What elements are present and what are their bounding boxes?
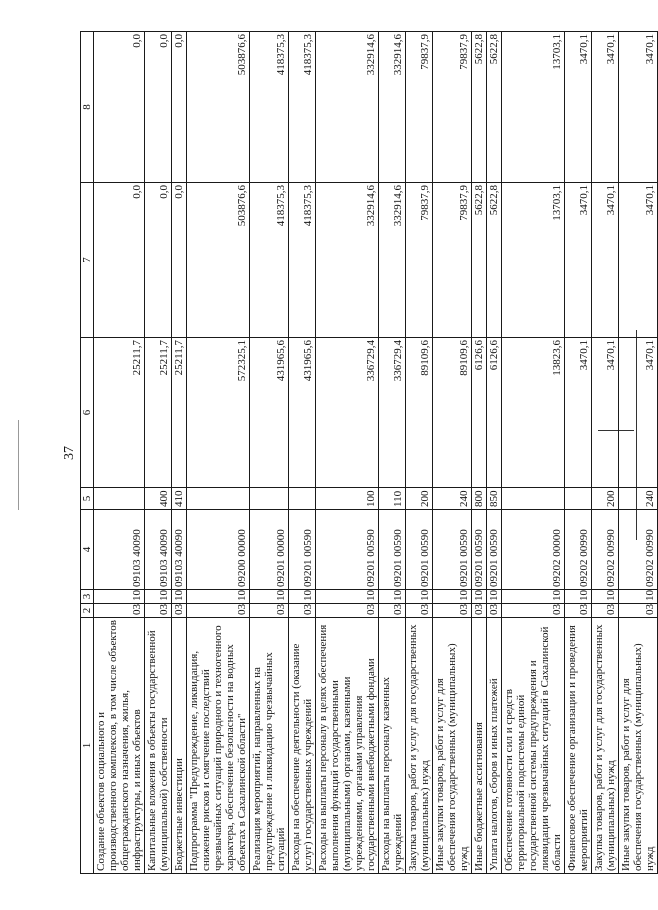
row-code-2: 03 [472, 604, 487, 618]
row-value-8: 503876,6 [187, 32, 250, 183]
row-code-2: 03 [502, 604, 565, 618]
row-code-4: 09201 00590 [487, 510, 502, 590]
row-code-3: 10 [565, 590, 592, 604]
row-code-4: 09202 00990 [592, 510, 619, 590]
row-code-5: 200 [592, 488, 619, 510]
row-code-2: 03 [316, 604, 379, 618]
row-name: Уплата налогов, сборов и иных платежей [487, 618, 502, 874]
row-name: Бюджетные инвестиции [172, 618, 187, 874]
row-code-4: 09201 00590 [433, 510, 472, 590]
table-row [472, 32, 487, 874]
row-code-4: 09201 00590 [316, 510, 379, 590]
row-code-2: 03 [565, 604, 592, 618]
row-value-8: 79837,9 [433, 32, 472, 183]
header-col-4: 4 [81, 510, 94, 590]
row-code-3: 10 [94, 590, 145, 604]
row-code-3: 10 [619, 590, 658, 604]
table-header-row [81, 32, 94, 874]
table-row [502, 32, 565, 874]
row-value-7: 0,0 [94, 183, 145, 338]
row-name: Закупка товаров, работ и услуг для государственных (муниципальных) нужд [406, 618, 433, 874]
table-row [433, 32, 472, 874]
row-code-5: 400 [145, 488, 172, 510]
row-value-7: 13703,1 [502, 183, 565, 338]
row-code-4: 09103 40090 [172, 510, 187, 590]
row-value-8: 0,0 [145, 32, 172, 183]
row-name: Обеспечение готовности сил и средств территориальной подсистемы единой государственной системы предупреждения и ликвидации чрезвычайных ситуаций в Сахалинской области [502, 618, 565, 874]
row-value-7: 332914,6 [316, 183, 379, 338]
row-value-6: 336729,4 [316, 338, 379, 488]
row-code-3: 10 [289, 590, 316, 604]
row-code-2: 03 [289, 604, 316, 618]
budget-table [80, 31, 658, 874]
row-code-4: 09201 00000 [250, 510, 289, 590]
row-value-6: 572325,1 [187, 338, 250, 488]
row-value-7: 3470,1 [565, 183, 592, 338]
row-code-2: 03 [487, 604, 502, 618]
row-code-4: 09201 00590 [472, 510, 487, 590]
row-code-5 [289, 488, 316, 510]
row-code-4: 09200 00000 [187, 510, 250, 590]
table-row [145, 32, 172, 874]
row-code-3: 10 [250, 590, 289, 604]
row-code-3: 10 [316, 590, 379, 604]
header-col-5: 5 [81, 488, 94, 510]
table-row [94, 32, 145, 874]
row-value-6: 25211,7 [94, 338, 145, 488]
row-value-6: 3470,1 [619, 338, 658, 488]
row-code-4: 09202 00990 [619, 510, 658, 590]
row-value-7: 79837,9 [433, 183, 472, 338]
row-value-7: 418375,3 [289, 183, 316, 338]
row-code-5: 200 [406, 488, 433, 510]
row-value-8: 3470,1 [592, 32, 619, 183]
row-name: Расходы на выплаты персоналу казенных учреждений [379, 618, 406, 874]
row-code-3: 10 [472, 590, 487, 604]
row-code-2: 03 [145, 604, 172, 618]
row-value-6: 89109,6 [406, 338, 433, 488]
row-value-8: 13703,1 [502, 32, 565, 183]
row-code-3: 10 [172, 590, 187, 604]
row-code-4: 09201 00590 [406, 510, 433, 590]
row-code-5: 240 [433, 488, 472, 510]
row-name: Иные бюджетные ассигнования [472, 618, 487, 874]
row-name: Создание объектов социального и производственного комплексов, в том числе объектов общегражданского назначения, жилья, инфраструктуры, и иных объектов [94, 618, 145, 874]
header-col-1: 1 [81, 618, 94, 874]
row-code-5: 410 [172, 488, 187, 510]
row-code-5: 110 [379, 488, 406, 510]
row-value-8: 418375,3 [289, 32, 316, 183]
row-value-6: 431965,6 [289, 338, 316, 488]
row-code-3: 10 [379, 590, 406, 604]
row-value-8: 3470,1 [619, 32, 658, 183]
row-code-4: 09103 40090 [94, 510, 145, 590]
row-value-7: 332914,6 [379, 183, 406, 338]
row-code-5 [187, 488, 250, 510]
row-code-2: 03 [250, 604, 289, 618]
row-value-6: 431965,6 [250, 338, 289, 488]
row-code-2: 03 [592, 604, 619, 618]
row-value-6: 6126,6 [472, 338, 487, 488]
row-value-6: 25211,7 [172, 338, 187, 488]
row-code-4: 09201 00590 [379, 510, 406, 590]
table-row [316, 32, 379, 874]
row-value-6: 336729,4 [379, 338, 406, 488]
row-code-3: 10 [187, 590, 250, 604]
row-name: Расходы на обеспечение деятельности (оказание услуг) государственных учреждений [289, 618, 316, 874]
row-value-8: 5622,8 [472, 32, 487, 183]
row-value-8: 0,0 [172, 32, 187, 183]
row-code-5: 100 [316, 488, 379, 510]
row-code-5: 850 [487, 488, 502, 510]
row-name: Иные закупки товаров, работ и услуг для обеспечения государственных (муниципальных) нужд [619, 618, 658, 874]
row-code-4: 09202 00000 [502, 510, 565, 590]
row-code-5 [250, 488, 289, 510]
row-value-8: 0,0 [94, 32, 145, 183]
table-row [406, 32, 433, 874]
row-code-4: 09103 40090 [145, 510, 172, 590]
row-code-2: 03 [187, 604, 250, 618]
table-row [289, 32, 316, 874]
row-code-3: 10 [502, 590, 565, 604]
row-value-7: 3470,1 [619, 183, 658, 338]
row-value-7: 5622,8 [487, 183, 502, 338]
row-value-8: 418375,3 [250, 32, 289, 183]
table-row [379, 32, 406, 874]
row-value-8: 332914,6 [316, 32, 379, 183]
row-name: Иные закупки товаров, работ и услуг для обеспечения государственных (муниципальных) нужд [433, 618, 472, 874]
row-code-2: 03 [379, 604, 406, 618]
row-value-6: 6126,6 [487, 338, 502, 488]
row-name: Финансовое обеспечение организации и проведения мероприятий [565, 618, 592, 874]
row-value-7: 79837,9 [406, 183, 433, 338]
row-name: Закупка товаров, работ и услуг для государственных (муниципальных) нужд [592, 618, 619, 874]
row-code-4: 09201 00590 [289, 510, 316, 590]
row-name: Подпрограмма "Предупреждение, ликвидация, снижение рисков и смягчение последствий чрезвычайных ситуаций природного и техногенного характера, обеспечение безопасности на водных объектах в Сахалинской области" [187, 618, 250, 874]
table-row [565, 32, 592, 874]
row-value-8: 5622,8 [487, 32, 502, 183]
page-number: 37 [62, 446, 77, 460]
rotated-page [60, 32, 656, 874]
header-col-2: 2 [81, 604, 94, 618]
row-name: Расходы на выплаты персоналу в целях обеспечения выполнения функций государственными (муниципальными) органами, казенными учреждениями, органами управления государственными внебюджетными фондами [316, 618, 379, 874]
row-code-5: 800 [472, 488, 487, 510]
header-col-3: 3 [81, 590, 94, 604]
row-value-6: 25211,7 [145, 338, 172, 488]
table-row [187, 32, 250, 874]
row-code-3: 10 [145, 590, 172, 604]
scan-mark-left [18, 420, 19, 510]
row-value-8: 332914,6 [379, 32, 406, 183]
row-code-3: 10 [487, 590, 502, 604]
table-row [619, 32, 658, 874]
table-row [172, 32, 187, 874]
row-code-4: 09202 00990 [565, 510, 592, 590]
row-code-2: 03 [619, 604, 658, 618]
row-name: Реализация мероприятий, направленных на предупреждение и ликвидацию чрезвычайных ситуаций [250, 618, 289, 874]
row-value-6: 3470,1 [565, 338, 592, 488]
row-code-5: 240 [619, 488, 658, 510]
header-col-8: 8 [81, 32, 94, 183]
row-code-2: 03 [406, 604, 433, 618]
row-value-6: 3470,1 [592, 338, 619, 488]
row-code-3: 10 [406, 590, 433, 604]
header-col-6: 6 [81, 338, 94, 488]
row-code-5 [502, 488, 565, 510]
row-name: Капитальные вложения в объекты государственной (муниципальной) собственности [145, 618, 172, 874]
table-row [592, 32, 619, 874]
row-code-3: 10 [592, 590, 619, 604]
row-code-5 [94, 488, 145, 510]
row-code-2: 03 [172, 604, 187, 618]
row-value-8: 3470,1 [565, 32, 592, 183]
row-code-5 [565, 488, 592, 510]
row-value-6: 13823,6 [502, 338, 565, 488]
row-value-7: 0,0 [145, 183, 172, 338]
row-code-3: 10 [433, 590, 472, 604]
row-value-7: 3470,1 [592, 183, 619, 338]
row-value-7: 418375,3 [250, 183, 289, 338]
row-value-6: 89109,6 [433, 338, 472, 488]
row-code-2: 03 [94, 604, 145, 618]
row-value-7: 5622,8 [472, 183, 487, 338]
row-code-2: 03 [433, 604, 472, 618]
table-row [250, 32, 289, 874]
row-value-7: 503876,6 [187, 183, 250, 338]
row-value-7: 0,0 [172, 183, 187, 338]
header-col-7: 7 [81, 183, 94, 338]
table-row [487, 32, 502, 874]
row-value-8: 79837,9 [406, 32, 433, 183]
